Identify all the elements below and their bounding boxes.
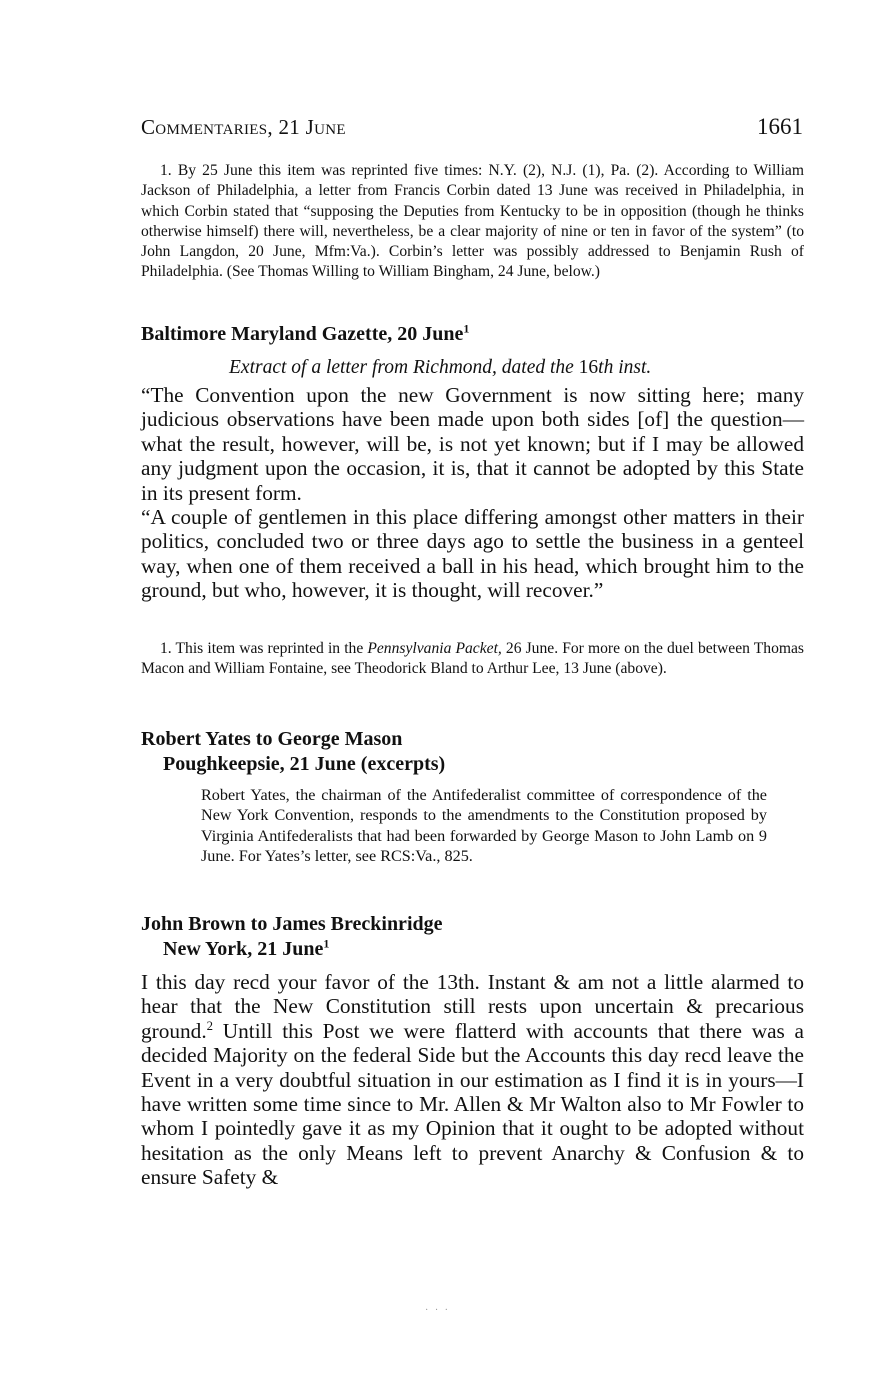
gazette-paragraph-2: “A couple of gentlemen in this place differing amongst other matters in their politics, concluded two or three days ago to settle the business in a genteel way, when one of them received a ball in his head, which brought him to the ground, but who, however, it is thought, will recover.” bbox=[141, 505, 804, 603]
intro-end: th inst. bbox=[598, 357, 652, 378]
intro-number: 16 bbox=[578, 357, 599, 378]
body-part-a: I this day recd your favor of the 13th. Instant & am not a little alarmed to hear that the New Constitution still rests upon uncertain & precarious ground. bbox=[141, 970, 804, 1043]
heading-text: Robert Yates to George Mason bbox=[141, 728, 403, 750]
footnote-previous-item: 1. By 25 June this item was reprinted five times: N.Y. (2), N.J. (1), Pa. (2). According to William Jackson of Philadelphia, a letter from Francis Corbin dated 13 June was received in Philadelphia, in which Corbin stated that “supposing the Deputies from Kentucky to be in opposition (though he thinks otherwise himself) there will, nevertheless, be a clear majority of nine or ten in favor of the system” (to John Langdon, 20 June, Mfm:Va.). Corbin’s letter was possibly addressed to Benjamin Rush of Philadelphia. (See Thomas Willing to William Bingham, 24 June, below.) bbox=[141, 162, 804, 281]
section-heading-yates bbox=[141, 727, 445, 777]
brown-letter-body bbox=[141, 970, 804, 1190]
gazette-extract bbox=[141, 383, 804, 603]
heading-text: Baltimore Maryland Gazette, 20 June bbox=[141, 323, 464, 345]
brown-letter-paragraph bbox=[141, 970, 804, 1190]
subheading-text: New York, 21 June bbox=[163, 938, 324, 960]
section-heading-baltimore bbox=[141, 322, 469, 347]
body-note-ref: 2 bbox=[206, 1018, 214, 1033]
note-italic-title: Pennsylvania Packet, bbox=[367, 640, 502, 657]
heading-subline bbox=[141, 937, 443, 962]
section-heading-brown bbox=[141, 912, 443, 962]
letter-intro-line bbox=[229, 357, 651, 379]
running-title: Commentaries, 21 June bbox=[141, 115, 346, 139]
headnote-yates: Robert Yates, the chairman of the Antifederalist committee of correspondence of the New York Convention, responds to the amendments to the Constitution proposed by Virginia Antifederalists that had been forwarded by George Mason to John Lamb on 9 June. For Yates’s letter, see RCS:Va., 825. bbox=[201, 786, 767, 866]
running-head bbox=[141, 114, 803, 140]
note-rest: 26 June. For more on the duel between Thomas Macon and William Fontaine, see Theodorick Bland to Arthur Lee, 13 June (above). bbox=[141, 640, 804, 678]
note-prefix: 1. This item was reprinted in the bbox=[160, 640, 368, 657]
heading-subline: Poughkeepsie, 21 June (excerpts) bbox=[163, 753, 446, 775]
intro-italic: Extract of a letter from Richmond, dated the bbox=[229, 357, 579, 378]
footnote-baltimore bbox=[141, 639, 804, 680]
heading-text: John Brown to James Breckinridge bbox=[141, 913, 443, 935]
gazette-paragraph-1: “The Convention upon the new Government is now sitting here; many judicious observations have been made upon both sides [of] the question—what the result, however, will be, is not yet known; but if I may be allowed any judgment upon the occasion, it is, that it cannot be adopted by this State in its present form. bbox=[141, 383, 804, 505]
body-part-b: Untill this Post we were flatterd with accounts that there was a decided Majority on the federal Side but the Accounts this day recd leave the Event in a very doubtful situation in our estimation as I find it is in yours—I have written some time since to Mr. Allen & Mr Walton also to Mr Fowler to whom I pointedly gave it as my Opinion that it ought to be adopted without hesitation as the only Means left to prevent Anarchy & Confusion & to ensure Safety & bbox=[141, 1018, 804, 1190]
page-number: 1661 bbox=[757, 114, 803, 139]
heading-note-ref: 1 bbox=[463, 321, 470, 336]
heading-note-ref: 1 bbox=[323, 936, 330, 951]
footer-mark: · · · bbox=[425, 1305, 450, 1316]
